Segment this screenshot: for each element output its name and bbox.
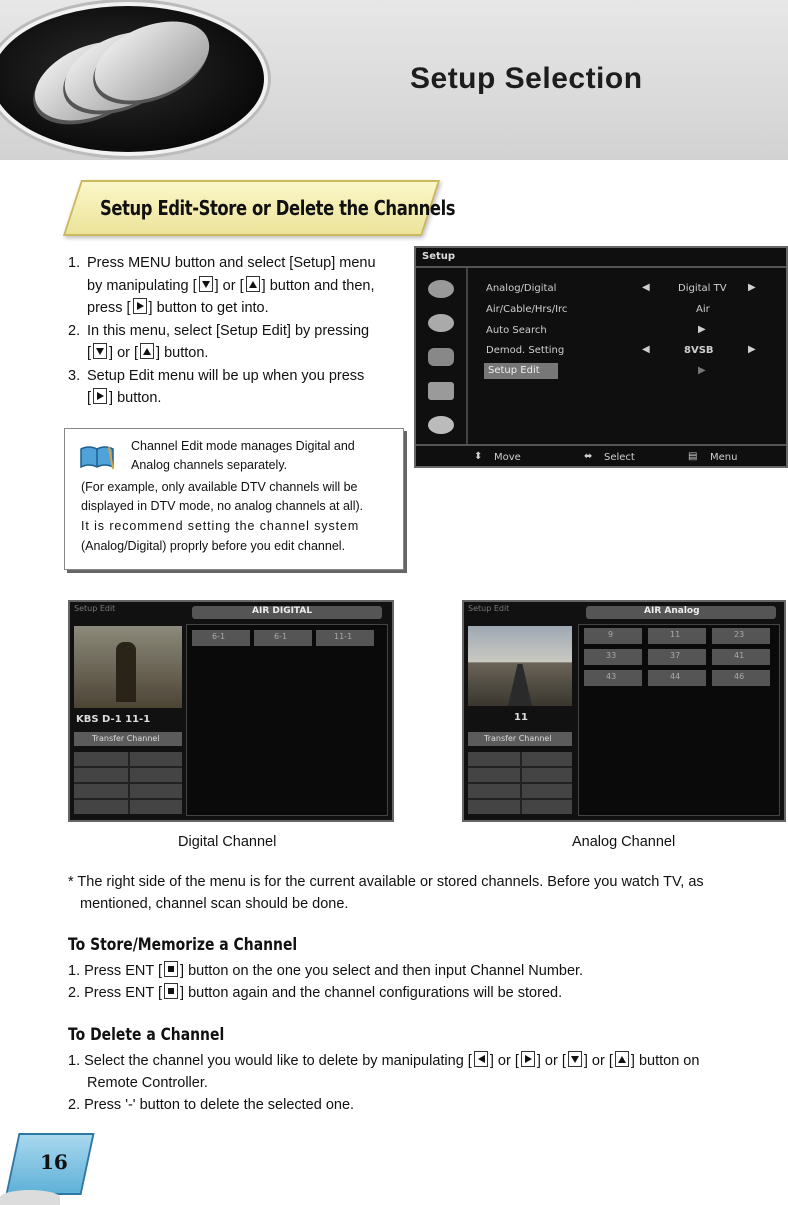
disc-logo xyxy=(0,6,264,152)
speaker-icon xyxy=(428,348,454,366)
ent-button-icon xyxy=(164,961,178,977)
page-number: 16 xyxy=(40,1150,68,1174)
disc-icon xyxy=(428,314,454,332)
up-arrow-icon xyxy=(246,276,260,292)
right-arrow-icon: ▶ xyxy=(698,365,706,376)
store-steps: 1. Press ENT [ ] button on the one you select and then input Channel Number. 2. Press ENT [ ] button again and the channel configurations will be stored. xyxy=(68,963,584,1001)
analog-channel-grid: 9 11 23 33 37 41 43 44 46 xyxy=(584,628,774,690)
clock-icon xyxy=(428,382,454,400)
right-arrow-icon: ▶ xyxy=(698,324,706,335)
page-corner-decoration xyxy=(0,1190,60,1205)
step-2: 2. In this menu, select [Setup Edit] by pressing [ ] or [ ] button. xyxy=(68,322,370,361)
right-arrow-icon xyxy=(133,298,147,314)
down-arrow-icon xyxy=(568,1051,582,1067)
digital-caption: Digital Channel xyxy=(178,834,277,850)
step-1: 1. Press MENU button and select [Setup] menu by manipulating [ ] or [ ] button and then, press [ ] button to get into. xyxy=(68,255,376,316)
digital-channel-screenshot: Setup Edit AIR DIGITAL KBS D-1 11-1 Transfer Channel 6-1 6-1 11-1 xyxy=(68,600,394,822)
person-silhouette xyxy=(116,642,136,702)
up-arrow-icon xyxy=(615,1051,629,1067)
left-arrow-icon xyxy=(474,1051,488,1067)
video-preview xyxy=(74,626,182,708)
right-arrow-icon xyxy=(521,1051,535,1067)
book-icon xyxy=(79,443,115,471)
delete-heading: To Delete a Channel xyxy=(68,1025,225,1045)
channel-scan-note: * The right side of the menu is for the current available or stored channels. Before you watch TV, as mentioned, channel scan should be done. xyxy=(68,874,704,912)
ent-button-icon xyxy=(164,983,178,999)
right-arrow-icon xyxy=(93,388,107,404)
left-arrow-icon: ◀ xyxy=(642,282,650,293)
section-banner-title: Setup Edit-Store or Delete the Channels xyxy=(100,196,456,220)
down-arrow-icon xyxy=(199,276,213,292)
analog-caption: Analog Channel xyxy=(572,834,676,850)
delete-steps: 1. Select the channel you would like to delete by manipulating [ ] or [ ] or [ ] or [ ] button on Remote Controller. 2. Press '-' button to delete the selected one. xyxy=(68,1053,700,1113)
menu-icon-column xyxy=(424,274,462,444)
left-arrow-icon: ◀ xyxy=(642,344,650,355)
satellite-icon xyxy=(428,280,454,298)
menu-icon: ▤ xyxy=(688,451,698,462)
analog-channel-screenshot: Setup Edit AIR Analog 11 Transfer Channel 9 11 23 33 37 41 43 44 46 xyxy=(462,600,786,822)
move-arrows-icon: ⬍ xyxy=(474,451,483,462)
up-arrow-icon xyxy=(140,343,154,359)
store-heading: To Store/Memorize a Channel xyxy=(68,935,298,955)
step-3: 3. Setup Edit menu will be up when you press [ ] button. xyxy=(68,367,365,406)
right-arrow-icon: ▶ xyxy=(748,282,756,293)
road-graphic xyxy=(508,664,532,706)
setup-menu-screenshot: Setup Analog/Digital ◀ Digital TV ▶ Air/Cable/Hrs/Irc Air Auto Search ▶ Demod. Setting ◀ 8VSB ▶ Setup Edit ▶ ⬍ Move ⬌ Select ▤ Menu xyxy=(414,246,788,468)
video-preview xyxy=(468,626,572,706)
down-arrow-icon xyxy=(93,343,107,359)
setup-icon xyxy=(428,416,454,434)
setup-steps xyxy=(68,252,408,410)
select-arrows-icon: ⬌ xyxy=(584,451,593,462)
page-title: Setup Selection xyxy=(410,62,643,95)
right-arrow-icon: ▶ xyxy=(748,344,756,355)
info-note: Channel Edit mode manages Digital and Analog channels separately. (For example, only available DTV channels will be displayed in DTV mode, no analog channels at all). It is recommend setting the channel system (Analog/Digital) proprly before you edit channel. xyxy=(64,428,404,570)
